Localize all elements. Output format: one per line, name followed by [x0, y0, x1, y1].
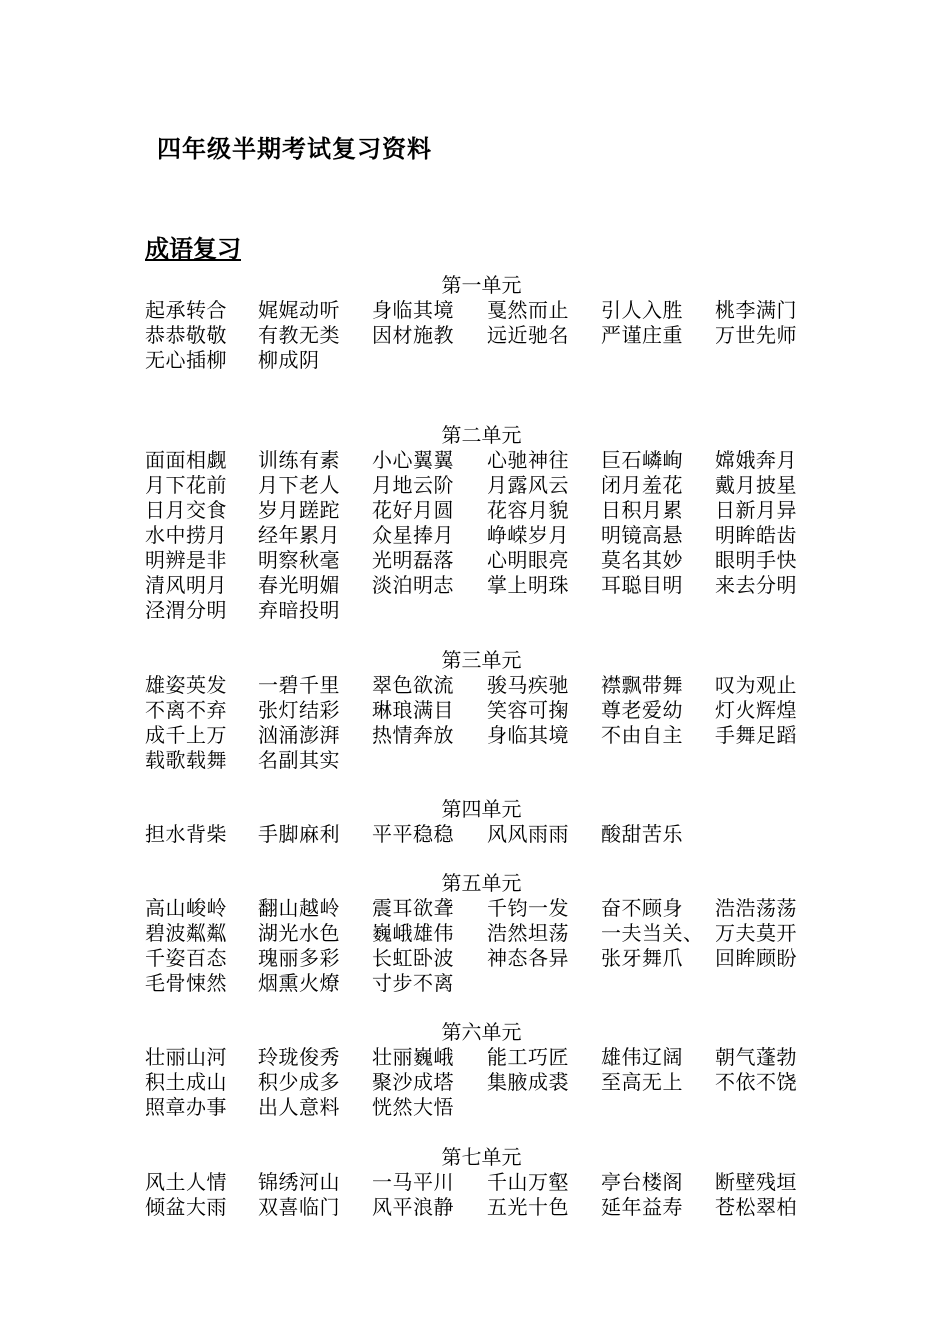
idiom-item: 至高无上 — [601, 1070, 683, 1094]
unit-title: 第五单元 — [441, 871, 522, 895]
idiom-item: 日积月累 — [601, 498, 683, 522]
idiom-item: 锦绣河山 — [258, 1170, 340, 1194]
idiom-item: 万世先师 — [715, 323, 797, 347]
idiom-item: 起承转合 — [145, 298, 227, 322]
idiom-item: 一马平川 — [372, 1170, 454, 1194]
idiom-item: 酸甜苦乐 — [601, 822, 683, 846]
idiom-item: 岁月蹉跎 — [258, 498, 340, 522]
idiom-item: 成千上万 — [145, 723, 227, 747]
idiom-item: 手脚麻利 — [258, 822, 340, 846]
idiom-item: 训练有素 — [258, 448, 340, 472]
idiom-item: 平平稳稳 — [372, 822, 454, 846]
idiom-item: 翻山越岭 — [258, 896, 340, 920]
idiom-item: 月地云阶 — [372, 473, 454, 497]
idiom-item: 烟熏火燎 — [258, 971, 340, 995]
idiom-item: 名副其实 — [258, 748, 340, 772]
idiom-list — [145, 673, 825, 773]
unit-title: 第四单元 — [441, 797, 522, 821]
idiom-item: 弃暗投明 — [258, 598, 340, 622]
idiom-list — [145, 448, 825, 623]
idiom-item: 碧波粼粼 — [145, 921, 227, 945]
idiom-item: 奋不顾身 — [601, 896, 683, 920]
idiom-item: 双喜临门 — [258, 1195, 340, 1219]
idiom-item: 倾盆大雨 — [145, 1195, 227, 1219]
idiom-item: 明辨是非 — [145, 548, 227, 572]
idiom-item: 莫名其妙 — [601, 548, 683, 572]
idiom-item: 断壁残垣 — [715, 1170, 797, 1194]
idiom-item: 集腋成裘 — [487, 1070, 569, 1094]
idiom-item: 明眸皓齿 — [715, 523, 797, 547]
idiom-item: 戴月披星 — [715, 473, 797, 497]
idiom-item: 汹涌澎湃 — [258, 723, 340, 747]
idiom-item: 日新月异 — [715, 498, 797, 522]
idiom-item: 清风明月 — [145, 573, 227, 597]
idiom-item: 载歌载舞 — [145, 748, 227, 772]
idiom-item: 巨石嶙峋 — [601, 448, 683, 472]
idiom-item: 担水背柴 — [145, 822, 227, 846]
idiom-item: 万夫莫开 — [715, 921, 797, 945]
idiom-item: 尊老爱幼 — [601, 698, 683, 722]
idiom-item: 风风雨雨 — [487, 822, 569, 846]
idiom-item: 不依不饶 — [715, 1070, 797, 1094]
idiom-item: 月下老人 — [258, 473, 340, 497]
idiom-item: 千钧一发 — [487, 896, 569, 920]
idiom-item: 寸步不离 — [372, 971, 454, 995]
idiom-item: 心驰神往 — [487, 448, 569, 472]
idiom-item: 嫦娥奔月 — [715, 448, 797, 472]
idiom-item: 桃李满门 — [715, 298, 797, 322]
idiom-item: 苍松翠柏 — [715, 1195, 797, 1219]
idiom-item: 花好月圆 — [372, 498, 454, 522]
idiom-list — [145, 1045, 825, 1120]
idiom-item: 众星捧月 — [372, 523, 454, 547]
idiom-item: 热情奔放 — [372, 723, 454, 747]
idiom-item: 五光十色 — [487, 1195, 569, 1219]
idiom-item: 照章办事 — [145, 1095, 227, 1119]
idiom-item: 毛骨悚然 — [145, 971, 227, 995]
idiom-item: 风平浪静 — [372, 1195, 454, 1219]
idiom-item: 日月交食 — [145, 498, 227, 522]
idiom-item: 掌上明珠 — [487, 573, 569, 597]
idiom-item: 出人意料 — [258, 1095, 340, 1119]
idiom-item: 一夫当关、 — [601, 921, 704, 945]
idiom-item: 千山万壑 — [487, 1170, 569, 1194]
idiom-item: 泾渭分明 — [145, 598, 227, 622]
idiom-item: 巍峨雄伟 — [372, 921, 454, 945]
idiom-item: 春光明媚 — [258, 573, 340, 597]
idiom-item: 雄姿英发 — [145, 673, 227, 697]
idiom-item: 亭台楼阁 — [601, 1170, 683, 1194]
unit-title: 第二单元 — [441, 423, 522, 447]
unit-title: 第一单元 — [441, 273, 522, 297]
idiom-item: 能工巧匠 — [487, 1045, 569, 1069]
idiom-item: 耳聪目明 — [601, 573, 683, 597]
unit-1 — [145, 273, 825, 373]
unit-2 — [145, 423, 825, 623]
idiom-item: 娓娓动听 — [258, 298, 340, 322]
idiom-item: 浩浩荡荡 — [715, 896, 797, 920]
idiom-item: 有教无类 — [258, 323, 340, 347]
idiom-list — [145, 298, 825, 373]
idiom-list — [145, 896, 825, 996]
idiom-item: 延年益寿 — [601, 1195, 683, 1219]
idiom-item: 心明眼亮 — [487, 548, 569, 572]
unit-3 — [145, 648, 825, 773]
idiom-item: 翠色欲流 — [372, 673, 454, 697]
idiom-item: 张灯结彩 — [258, 698, 340, 722]
idiom-item: 远近驰名 — [487, 323, 569, 347]
idiom-item: 明察秋毫 — [258, 548, 340, 572]
idiom-item: 叹为观止 — [715, 673, 797, 697]
idiom-item: 千姿百态 — [145, 946, 227, 970]
idiom-item: 手舞足蹈 — [715, 723, 797, 747]
idiom-item: 震耳欲聋 — [372, 896, 454, 920]
idiom-item: 身临其境 — [372, 298, 454, 322]
idiom-item: 引人入胜 — [601, 298, 683, 322]
idiom-item: 聚沙成塔 — [372, 1070, 454, 1094]
idiom-item: 月下花前 — [145, 473, 227, 497]
idiom-item: 张牙舞爪 — [601, 946, 683, 970]
idiom-item: 经年累月 — [258, 523, 340, 547]
idiom-item: 光明磊落 — [372, 548, 454, 572]
idiom-item: 花容月貌 — [487, 498, 569, 522]
idiom-item: 高山峻岭 — [145, 896, 227, 920]
unit-title: 第三单元 — [441, 648, 522, 672]
idiom-item: 柳成阴 — [258, 348, 320, 372]
idiom-item: 风土人情 — [145, 1170, 227, 1194]
unit-title: 第六单元 — [441, 1020, 522, 1044]
idiom-item: 瑰丽多彩 — [258, 946, 340, 970]
idiom-item: 积少成多 — [258, 1070, 340, 1094]
idiom-item: 积土成山 — [145, 1070, 227, 1094]
section-heading: 成语复习 — [145, 234, 241, 263]
idiom-item: 淡泊明志 — [372, 573, 454, 597]
idiom-item: 雄伟辽阔 — [601, 1045, 683, 1069]
idiom-item: 一碧千里 — [258, 673, 340, 697]
idiom-item: 恭恭敬敬 — [145, 323, 227, 347]
unit-6 — [145, 1020, 825, 1120]
unit-title: 第七单元 — [441, 1145, 522, 1169]
idiom-item: 灯火辉煌 — [715, 698, 797, 722]
idiom-item: 因材施教 — [372, 323, 454, 347]
idiom-item: 无心插柳 — [145, 348, 227, 372]
idiom-item: 湖光水色 — [258, 921, 340, 945]
idiom-item: 水中捞月 — [145, 523, 227, 547]
idiom-list — [145, 822, 825, 847]
idiom-item: 峥嵘岁月 — [487, 523, 569, 547]
idiom-item: 面面相觑 — [145, 448, 227, 472]
unit-4 — [145, 797, 825, 847]
idiom-item: 来去分明 — [715, 573, 797, 597]
idiom-item: 闭月羞花 — [601, 473, 683, 497]
document-title: 四年级半期考试复习资料 — [157, 134, 432, 163]
idiom-item: 壮丽山河 — [145, 1045, 227, 1069]
idiom-item: 骏马疾驰 — [487, 673, 569, 697]
idiom-list — [145, 1170, 825, 1220]
idiom-item: 回眸顾盼 — [715, 946, 797, 970]
idiom-item: 明镜高悬 — [601, 523, 683, 547]
idiom-item: 不由自主 — [601, 723, 683, 747]
idiom-item: 朝气蓬勃 — [715, 1045, 797, 1069]
unit-5 — [145, 871, 825, 996]
idiom-item: 小心翼翼 — [372, 448, 454, 472]
idiom-item: 琳琅满目 — [372, 698, 454, 722]
idiom-item: 笑容可掬 — [487, 698, 569, 722]
idiom-item: 眼明手快 — [715, 548, 797, 572]
idiom-item: 戛然而止 — [487, 298, 569, 322]
idiom-item: 不离不弃 — [145, 698, 227, 722]
unit-7 — [145, 1145, 825, 1220]
idiom-item: 恍然大悟 — [372, 1095, 454, 1119]
idiom-item: 玲珑俊秀 — [258, 1045, 340, 1069]
idiom-item: 浩然坦荡 — [487, 921, 569, 945]
idiom-item: 神态各异 — [487, 946, 569, 970]
idiom-item: 壮丽巍峨 — [372, 1045, 454, 1069]
idiom-item: 襟飘带舞 — [601, 673, 683, 697]
idiom-item: 严谨庄重 — [601, 323, 683, 347]
idiom-item: 月露风云 — [487, 473, 569, 497]
idiom-item: 身临其境 — [487, 723, 569, 747]
idiom-item: 长虹卧波 — [372, 946, 454, 970]
